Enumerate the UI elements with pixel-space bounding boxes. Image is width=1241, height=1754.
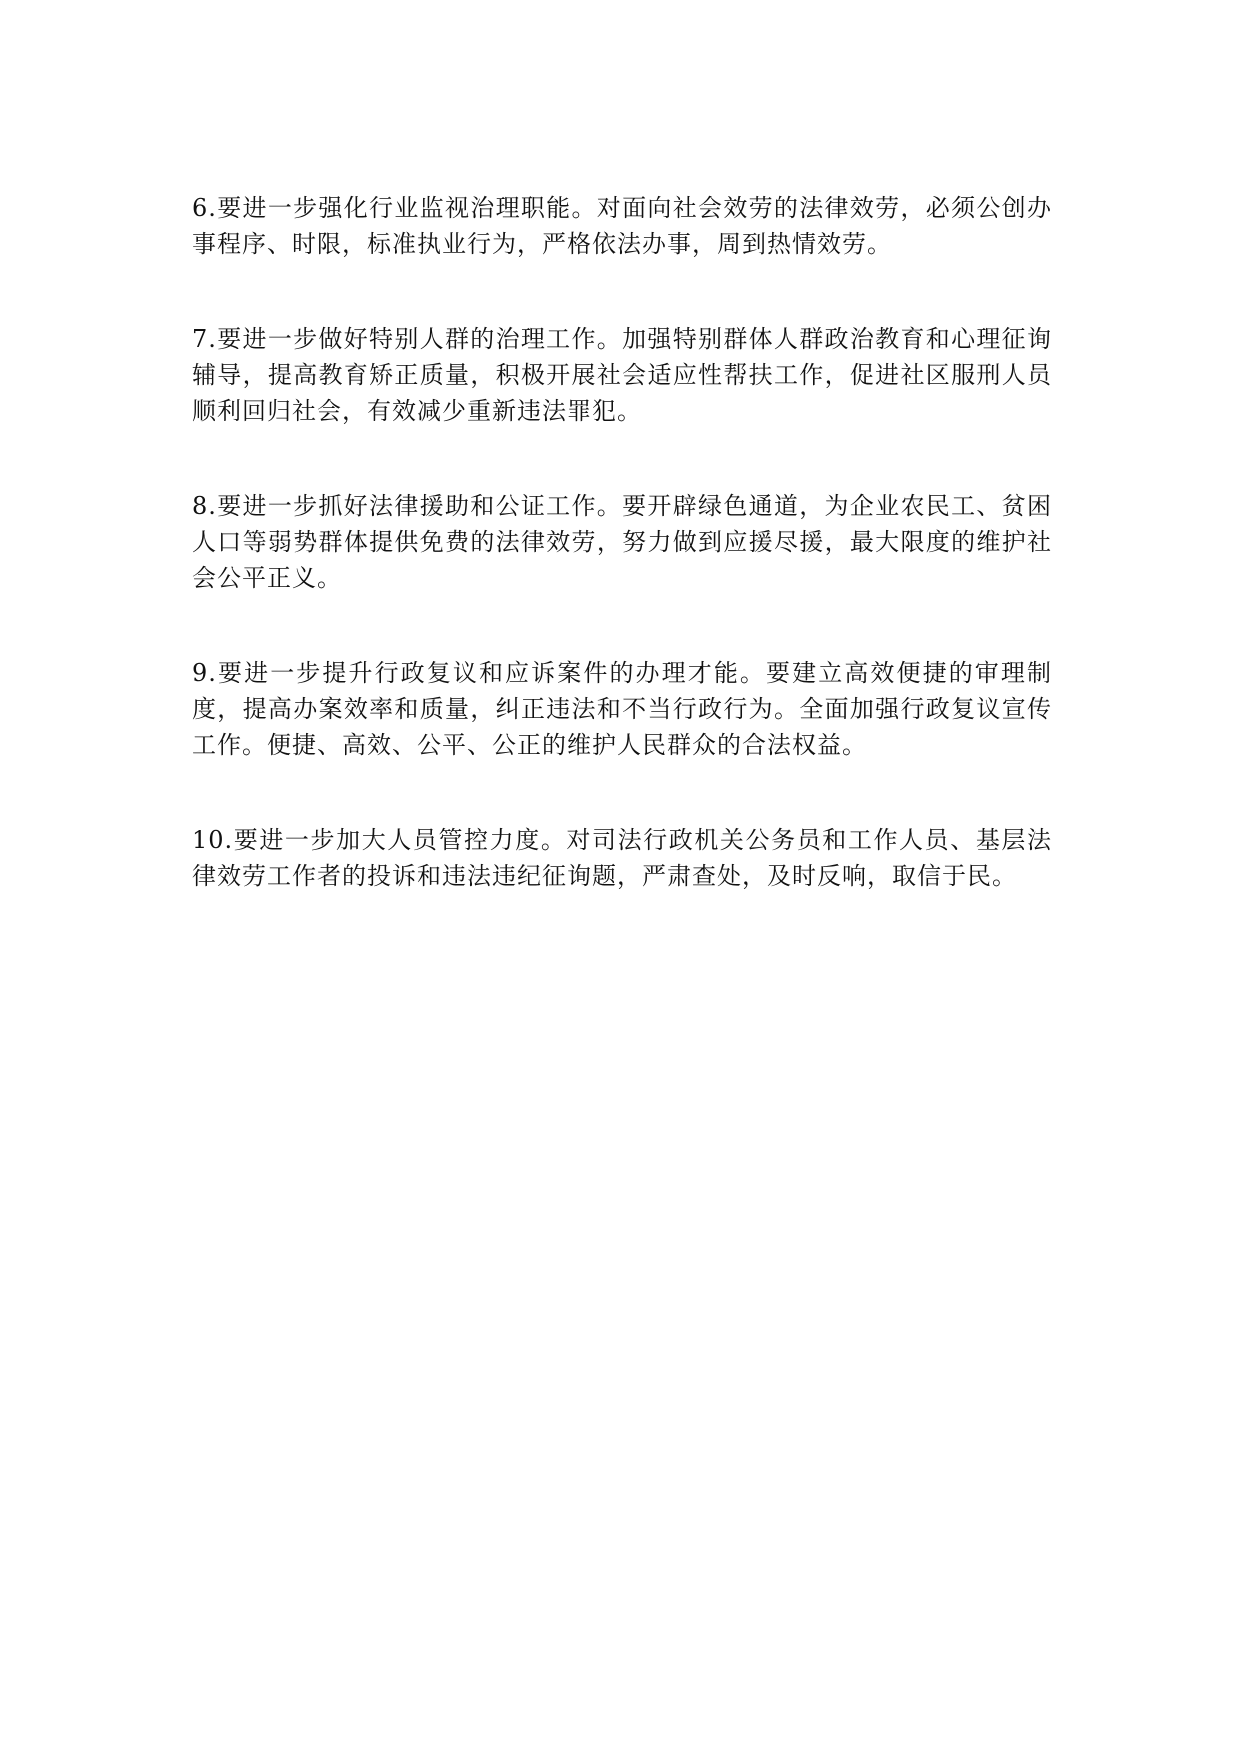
paragraph-8: 8.要进一步抓好法律援助和公证工作。要开辟绿色通道，为企业农民工、贫困人口等弱势群体提供免费的法律效劳，努力做到应援尽援，最大限度的维护社会公平正义。: [192, 492, 1052, 592]
paragraph-6: 6.要进一步强化行业监视治理职能。对面向社会效劳的法律效劳，必须公创办事程序、时限，标准执业行为，严格依法办事，周到热情效劳。: [192, 194, 1052, 258]
paragraph-7: 7.要进一步做好特别人群的治理工作。加强特别群体人群政治教育和心理征询辅导，提高教育矫正质量，积极开展社会适应性帮扶工作，促进社区服刑人员顺利回归社会，有效减少重新违法罪犯。: [192, 325, 1052, 425]
paragraph-9: 9.要进一步提升行政复议和应诉案件的办理才能。要建立高效便捷的审理制度，提高办案效率和质量，纠正违法和不当行政行为。全面加强行政复议宣传工作。便捷、高效、公平、公正的维护人民群众的合法权益。: [192, 659, 1052, 759]
document-body: [192, 190, 1052, 894]
paragraph-10: 10.要进一步加大人员管控力度。对司法行政机关公务员和工作人员、基层法律效劳工作者的投诉和违法违纪征询题，严肃查处，及时反响，取信于民。: [192, 826, 1052, 890]
